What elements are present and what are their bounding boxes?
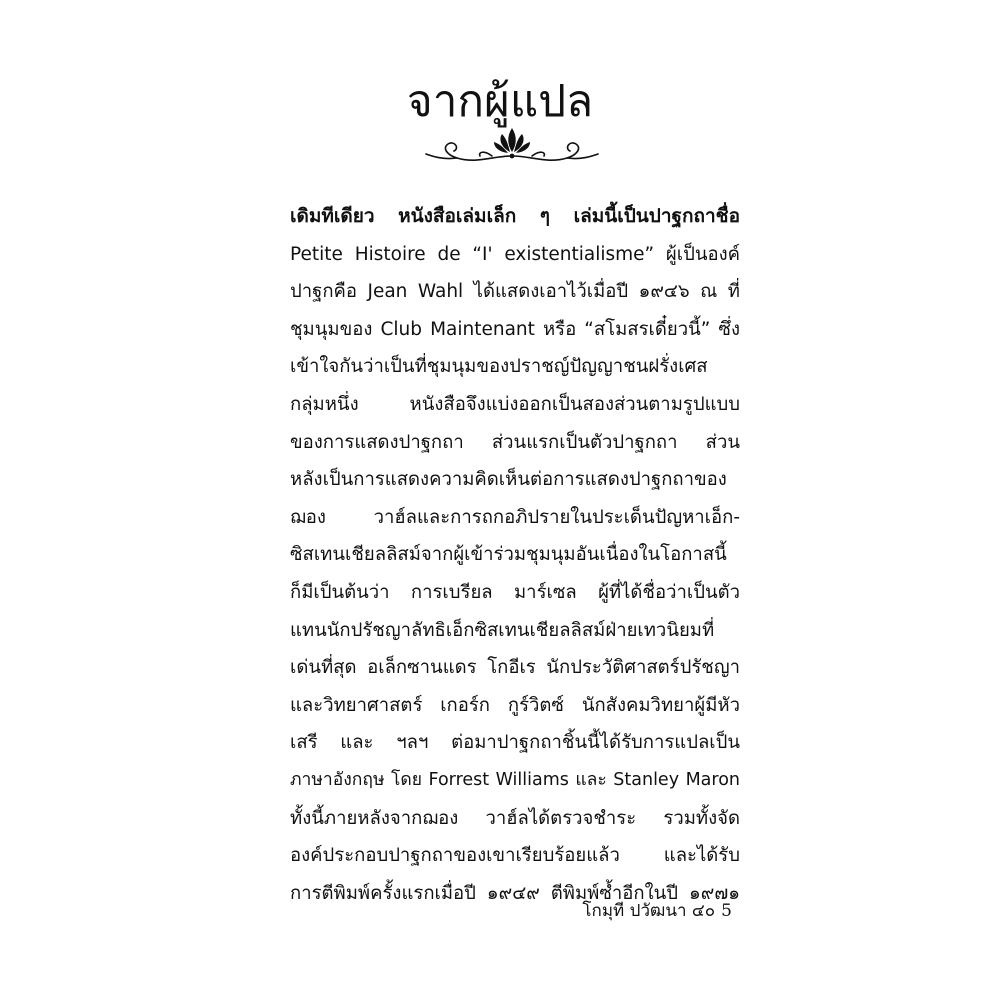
page-title: จากผู้แปล <box>406 76 594 127</box>
text-line: เด่นที่สุด อเล็กซานแดร โกอีเร นักประวัติศาสตร์ปรัชญา <box>290 657 740 679</box>
text-line: เข้าใจกันว่าเป็นที่ชุมนุมของปราชญ์ปัญญาชนฝรั่งเศส <box>290 356 708 378</box>
text-line: ฌอง วาฮ์ลและการถกอภิปรายในประเด็นปัญหาเอ็ก- <box>290 506 740 528</box>
flourish-ornament-icon <box>422 126 602 166</box>
text-line: และวิทยาศาสตร์ เกอร์ก กูร์วิตซ์ นักสังคมวิทยาผู้มีหัว <box>290 694 740 716</box>
page-footer <box>576 896 732 926</box>
text-line: ทั้งนี้ภายหลังจากฌอง วาฮ์ลได้ตรวจชำระ รวมทั้งจัด <box>290 807 740 829</box>
text-line: ของการแสดงปาฐกถา ส่วนแรกเป็นตัวปาฐกถา ส่วน <box>290 431 740 453</box>
text-line: กลุ่มหนึ่ง หนังสือจึงแบ่งออกเป็นสองส่วนตามรูปแบบ <box>290 393 740 415</box>
text-line: เสรี และ ฯลฯ ต่อมาปาฐกถาชิ้นนี้ได้รับการแปลเป็น <box>290 732 740 754</box>
text-line: ก็มีเป็นต้นว่า การเบรียล มาร์เซล ผู้ที่ได้ชื่อว่าเป็นตัว <box>290 581 740 603</box>
text-line: เดิมทีเดียว หนังสือเล่มเล็ก ๆ เล่มนี้เป็นปาฐกถาชื่อ <box>290 205 740 227</box>
footer-author: โกมุที ปวัฒนา ๔๐ <box>582 901 716 921</box>
preface-paragraph <box>290 198 740 912</box>
text-line: ปาฐกคือ Jean Wahl ได้แสดงเอาไว้เมื่อปี ๑๙๔๖ ณ ที่ <box>290 281 740 303</box>
text-line: Petite Histoire de “I' existentialisme” ผู้เป็นองค์ <box>290 243 740 265</box>
text-line: ชุมนุมของ Club Maintenant หรือ “สโมสรเดี๋ยวนี้” ซึ่ง <box>290 318 740 340</box>
text-line: ภาษาอังกฤษ โดย Forrest Williams และ Stanley Maron <box>290 769 740 790</box>
text-line: หลังเป็นการแสดงความคิดเห็นต่อการแสดงปาฐกถาของ <box>290 469 727 491</box>
text-line: การตีพิมพ์ครั้งแรกเมื่อปี ๑๙๔๙ ตีพิมพ์ซ้ำอีกในปี ๑๙๗๑ <box>290 882 740 904</box>
text-line: องค์ประกอบปาฐกถาของเขาเรียบร้อยแล้ว และได้รับ <box>290 845 740 867</box>
text-line: ซิสเทนเชียลลิสม์จากผู้เข้าร่วมชุมนุมอันเนื่องในโอกาสนี้ <box>290 544 727 566</box>
text-line: แทนนักปรัชญาลัทธิเอ็กซิสเทนเชียลลิสม์ฝ่ายเทวนิยมที่ <box>290 619 715 641</box>
page-number: 5 <box>721 901 732 921</box>
